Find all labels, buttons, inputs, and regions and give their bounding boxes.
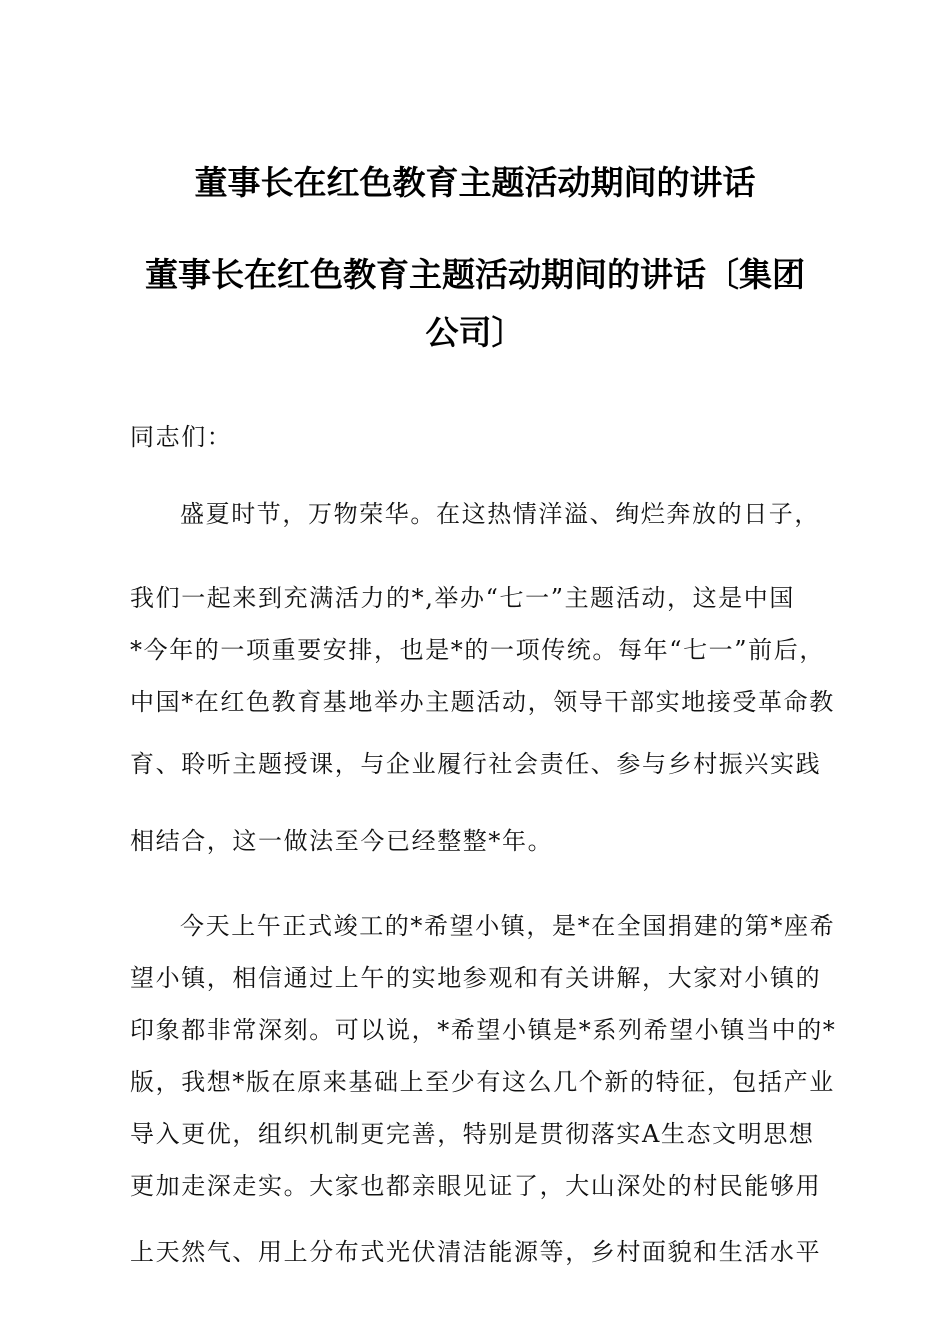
paragraph-line: 版，我想*版在原来基础上至少有这么几个新的特征，包括产业: [130, 1068, 835, 1096]
paragraph-line: 导入更优，组织机制更完善，特别是贯彻落实A生态文明思想: [130, 1120, 815, 1148]
paragraph-line: 中国*在红色教育基地举办主题活动，领导干部实地接受革命教: [130, 688, 835, 716]
paragraph-line: 上天然气、用上分布式光伏清洁能源等，乡村面貌和生活水平: [130, 1238, 822, 1266]
paragraph-line: *今年的一项重要安排，也是*的一项传统。每年“七一”前后，: [130, 636, 825, 664]
paragraph-line: 相结合，这一做法至今已经整整*年。: [130, 827, 554, 855]
paragraph-line: 望小镇，相信通过上午的实地参观和有关讲解，大家对小镇的: [130, 964, 822, 992]
document-title-line-2: 董事长在红色教育主题活动期间的讲话〔集团: [145, 255, 805, 294]
paragraph-line: 育、聆听主题授课，与企业履行社会责任、参与乡村振兴实践: [130, 750, 822, 778]
paragraph-line: 盛夏时节，万物荣华。在这热情洋溢、绚烂奔放的日子，: [180, 500, 820, 528]
paragraph-line: 更加走深走实。大家也都亲眼见证了，大山深处的村民能够用: [130, 1172, 822, 1200]
salutation: 同志们：: [130, 423, 233, 451]
paragraph-line: 今天上午正式竣工的*希望小镇，是*在全国捐建的第*座希: [180, 912, 836, 940]
document-title-line-3: 公司〕: [425, 313, 525, 352]
document-title-line-1: 董事长在红色教育主题活动期间的讲话: [194, 163, 756, 202]
paragraph-line: 印象都非常深刻。可以说，*希望小镇是*系列希望小镇当中的*: [130, 1016, 837, 1044]
paragraph-line: 我们一起来到充满活力的*,举办“七一”主题活动，这是中国: [130, 584, 795, 612]
